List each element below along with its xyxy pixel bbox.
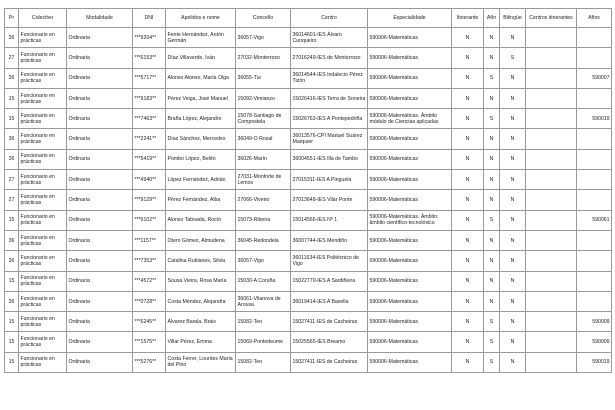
table-row xyxy=(5,28,612,48)
cell-bilingue: N xyxy=(500,149,526,169)
cell-especialidade: 590006-Matemáticas. Âmbito: âmbito científico-tecnolóxico xyxy=(368,210,452,230)
cell-modalidade: Ordinaria xyxy=(67,271,133,291)
cell-especialidade: 590006-Matemáticas xyxy=(368,291,452,311)
cell-modalidade: Ordinaria xyxy=(67,190,133,210)
table-row xyxy=(5,48,612,68)
cell-apelidos-nome: Pérez Fernández, Alba xyxy=(166,190,236,210)
cell-apelidos-nome: Villar Pérez, Emma xyxy=(166,332,236,352)
cell-concello: 15082-Teo xyxy=(236,352,291,372)
cell-itinerante: N xyxy=(452,251,484,271)
cell-apelidos-nome: Díaz Villaverde, Iván xyxy=(166,48,236,68)
table-header xyxy=(5,9,612,28)
cell-colectivo: Funcionario en prácticas xyxy=(19,109,67,129)
cell-concello: 36026-Marín xyxy=(236,149,291,169)
cell-afins xyxy=(577,271,612,291)
cell-pr: 27 xyxy=(5,190,19,210)
table-row xyxy=(5,129,612,149)
cell-itinerante: N xyxy=(452,291,484,311)
cell-concello: 15078-Santiago de Compostela xyxy=(236,109,291,129)
cell-dni: ***0728** xyxy=(133,291,166,311)
cell-centro: 15026416-IES Terra de Soneira xyxy=(291,88,368,108)
cell-centro: 36004551-IES Illa de Tambo xyxy=(291,149,368,169)
cell-dni: ***9102** xyxy=(133,210,166,230)
cell-centros-itinerantes xyxy=(526,251,577,271)
cell-modalidade: Ordinaria xyxy=(67,88,133,108)
cell-afins: 590061 xyxy=(577,210,612,230)
cell-pr: 36 xyxy=(5,291,19,311)
cell-concello: 15092-Vimianzo xyxy=(236,88,291,108)
cell-dni: ***5717** xyxy=(133,68,166,88)
cell-dni: ***1575** xyxy=(133,332,166,352)
cell-centros-itinerantes xyxy=(526,312,577,332)
cell-colectivo: Funcionario en prácticas xyxy=(19,149,67,169)
cell-concello: 27032-Monterroso xyxy=(236,48,291,68)
cell-afins: 590019 xyxy=(577,109,612,129)
cell-concello: 36061-Vilanova de Arousa xyxy=(236,291,291,311)
cell-bilingue: N xyxy=(500,88,526,108)
cell-colectivo: Funcionario en prácticas xyxy=(19,352,67,372)
cell-centro: 15026763-IES A Pontepedriña xyxy=(291,109,368,129)
cell-pr: 15 xyxy=(5,352,19,372)
cell-apelidos-nome: Alonso Alonso, María Olga xyxy=(166,68,236,88)
cell-colectivo: Funcionario en prácticas xyxy=(19,332,67,352)
cell-centro: 27013648-IES Vilar Ponte xyxy=(291,190,368,210)
cell-pr: 36 xyxy=(5,230,19,250)
cell-apelidos-nome: Otero Gómez, Almudena xyxy=(166,230,236,250)
table-body xyxy=(5,28,612,373)
header-dni: DNI xyxy=(133,9,166,28)
table-row xyxy=(5,68,612,88)
cell-afin: N xyxy=(484,129,500,149)
cell-especialidade: 590006-Matemáticas xyxy=(368,149,452,169)
cell-itinerante: N xyxy=(452,28,484,48)
cell-especialidade: 590006-Matemáticas xyxy=(368,332,452,352)
cell-modalidade: Ordinaria xyxy=(67,312,133,332)
cell-dni: ***7353** xyxy=(133,251,166,271)
cell-bilingue: N xyxy=(500,251,526,271)
cell-afin: N xyxy=(484,88,500,108)
cell-afin: N xyxy=(484,230,500,250)
cell-itinerante: N xyxy=(452,190,484,210)
cell-centro: 15022770-IES A Sardiñeira xyxy=(291,271,368,291)
cell-concello: 27066-Viveiro xyxy=(236,190,291,210)
cell-especialidade: 590006-Matemáticas xyxy=(368,28,452,48)
cell-dni: ***2241** xyxy=(133,129,166,149)
cell-itinerante: N xyxy=(452,352,484,372)
cell-centro: 27015311-IES A Pinguela xyxy=(291,170,368,190)
cell-pr: 15 xyxy=(5,312,19,332)
cell-itinerante: N xyxy=(452,109,484,129)
cell-colectivo: Funcionario en prácticas xyxy=(19,190,67,210)
cell-afins xyxy=(577,88,612,108)
cell-especialidade: 590006-Matemáticas xyxy=(368,352,452,372)
cell-pr: 15 xyxy=(5,88,19,108)
cell-afin: N xyxy=(484,48,500,68)
cell-centros-itinerantes xyxy=(526,190,577,210)
header-especialidade: Especialidade xyxy=(368,9,452,28)
cell-pr: 36 xyxy=(5,68,19,88)
cell-dni: ***6153** xyxy=(133,48,166,68)
header-modalidade: Modalidade xyxy=(67,9,133,28)
cell-dni: ***7463** xyxy=(133,109,166,129)
cell-colectivo: Funcionario en prácticas xyxy=(19,129,67,149)
cell-bilingue: N xyxy=(500,28,526,48)
cell-apelidos-nome: Catalina Rubianes, Silvia xyxy=(166,251,236,271)
cell-pr: 15 xyxy=(5,271,19,291)
cell-afin: N xyxy=(484,28,500,48)
cell-afin: N xyxy=(484,149,500,169)
cell-afin: S xyxy=(484,332,500,352)
cell-centros-itinerantes xyxy=(526,28,577,48)
table-row xyxy=(5,230,612,250)
header-centro: Centro xyxy=(291,9,368,28)
table-row xyxy=(5,210,612,230)
cell-centros-itinerantes xyxy=(526,352,577,372)
header-centros-itinerantes: Centros itinerantes xyxy=(526,9,577,28)
cell-bilingue: N xyxy=(500,109,526,129)
cell-especialidade: 590006-Matemáticas xyxy=(368,129,452,149)
cell-pr: 36 xyxy=(5,251,19,271)
cell-bilingue: N xyxy=(500,129,526,149)
cell-modalidade: Ordinaria xyxy=(67,109,133,129)
cell-centro: 36013576-CPI Manuel Suárez Marquier xyxy=(291,129,368,149)
cell-dni: ***5419** xyxy=(133,149,166,169)
cell-apelidos-nome: Pombo López, Belén xyxy=(166,149,236,169)
cell-pr: 15 xyxy=(5,109,19,129)
cell-apelidos-nome: Sousa Vieira, Rosa María xyxy=(166,271,236,291)
cell-itinerante: N xyxy=(452,68,484,88)
cell-pr: 15 xyxy=(5,210,19,230)
table-row xyxy=(5,352,612,372)
cell-especialidade: 590006-Matemáticas xyxy=(368,170,452,190)
cell-bilingue: N xyxy=(500,271,526,291)
cell-modalidade: Ordinaria xyxy=(67,210,133,230)
cell-colectivo: Funcionario en prácticas xyxy=(19,48,67,68)
cell-modalidade: Ordinaria xyxy=(67,48,133,68)
cell-modalidade: Ordinaria xyxy=(67,332,133,352)
table-row xyxy=(5,190,612,210)
cell-especialidade: 590006-Matemáticas xyxy=(368,251,452,271)
cell-concello: 36055-Tui xyxy=(236,68,291,88)
cell-especialidade: 590006-Matemáticas xyxy=(368,312,452,332)
cell-afins: 590009 xyxy=(577,332,612,352)
cell-colectivo: Funcionario en prácticas xyxy=(19,271,67,291)
cell-bilingue: N xyxy=(500,291,526,311)
cell-afin: N xyxy=(484,170,500,190)
cell-afin: S xyxy=(484,210,500,230)
cell-afins xyxy=(577,28,612,48)
cell-itinerante: N xyxy=(452,129,484,149)
cell-especialidade: 590006-Matemáticas xyxy=(368,48,452,68)
cell-afins xyxy=(577,190,612,210)
cell-apelidos-nome: Costa Ferrer, Lourdes María del Pino xyxy=(166,352,236,372)
cell-pr: 36 xyxy=(5,149,19,169)
assignments-table xyxy=(4,8,612,373)
cell-afins: 590009 xyxy=(577,312,612,332)
table-row xyxy=(5,109,612,129)
cell-colectivo: Funcionario en prácticas xyxy=(19,210,67,230)
cell-centro: 15025565-IES Breamo xyxy=(291,332,368,352)
cell-bilingue: N xyxy=(500,312,526,332)
cell-modalidade: Ordinaria xyxy=(67,170,133,190)
table-row xyxy=(5,88,612,108)
cell-centros-itinerantes xyxy=(526,149,577,169)
cell-centros-itinerantes xyxy=(526,170,577,190)
cell-afin: N xyxy=(484,291,500,311)
cell-afins xyxy=(577,230,612,250)
header-afins: Afíns xyxy=(577,9,612,28)
cell-modalidade: Ordinaria xyxy=(67,291,133,311)
cell-afin: N xyxy=(484,271,500,291)
cell-bilingue: S xyxy=(500,48,526,68)
cell-dni: ***6245** xyxy=(133,312,166,332)
header-colectivo: Colectivo xyxy=(19,9,67,28)
cell-concello: 36045-Redondela xyxy=(236,230,291,250)
cell-afins xyxy=(577,129,612,149)
cell-apelidos-nome: Pérez Veiga, José Manuel xyxy=(166,88,236,108)
cell-modalidade: Ordinaria xyxy=(67,251,133,271)
header-apelidos-nome: Apelidos e nome xyxy=(166,9,236,28)
cell-itinerante: N xyxy=(452,230,484,250)
cell-apelidos-nome: Díaz Sánchez, Mercedes xyxy=(166,129,236,149)
cell-centro: 36011634-IES Politécnico de Vigo xyxy=(291,251,368,271)
cell-centros-itinerantes xyxy=(526,129,577,149)
cell-dni: ***5276** xyxy=(133,352,166,372)
cell-itinerante: N xyxy=(452,88,484,108)
cell-modalidade: Ordinaria xyxy=(67,68,133,88)
cell-especialidade: 590006-Matemáticas. Âmbito módulo de Ciencias aplicadas xyxy=(368,109,452,129)
cell-centros-itinerantes xyxy=(526,48,577,68)
cell-centros-itinerantes xyxy=(526,109,577,129)
cell-especialidade: 590006-Matemáticas xyxy=(368,190,452,210)
cell-modalidade: Ordinaria xyxy=(67,230,133,250)
cell-bilingue: N xyxy=(500,68,526,88)
cell-afin: N xyxy=(484,251,500,271)
cell-afin: N xyxy=(484,190,500,210)
header-afin: Afín xyxy=(484,9,500,28)
cell-centros-itinerantes xyxy=(526,210,577,230)
cell-afin: S xyxy=(484,109,500,129)
table-row xyxy=(5,170,612,190)
cell-itinerante: N xyxy=(452,170,484,190)
cell-dni: ***9204** xyxy=(133,28,166,48)
header-bilingue: Bilingüe xyxy=(500,9,526,28)
cell-concello: 15069-Pontedeume xyxy=(236,332,291,352)
table-row xyxy=(5,271,612,291)
cell-bilingue: N xyxy=(500,352,526,372)
cell-colectivo: Funcionario en prácticas xyxy=(19,251,67,271)
cell-concello: 36049-O Rosal xyxy=(236,129,291,149)
cell-pr: 36 xyxy=(5,129,19,149)
cell-afins xyxy=(577,291,612,311)
table-row xyxy=(5,332,612,352)
header-concello: Concello xyxy=(236,9,291,28)
cell-centro: 36014544-IES Indalecio Pérez Tizón xyxy=(291,68,368,88)
cell-bilingue: N xyxy=(500,190,526,210)
cell-itinerante: N xyxy=(452,210,484,230)
cell-concello: 36057-Vigo xyxy=(236,28,291,48)
cell-colectivo: Funcionario en prácticas xyxy=(19,170,67,190)
table-row xyxy=(5,291,612,311)
cell-afins xyxy=(577,170,612,190)
cell-modalidade: Ordinaria xyxy=(67,352,133,372)
cell-centro: 15014566-IES Nº 1 xyxy=(291,210,368,230)
cell-itinerante: N xyxy=(452,332,484,352)
table-row xyxy=(5,149,612,169)
cell-afins xyxy=(577,251,612,271)
cell-especialidade: 590006-Matemáticas xyxy=(368,271,452,291)
cell-dni: ***9183** xyxy=(133,88,166,108)
cell-colectivo: Funcionario en prácticas xyxy=(19,312,67,332)
cell-concello: 15082-Teo xyxy=(236,312,291,332)
cell-especialidade: 590006-Matemáticas xyxy=(368,230,452,250)
cell-apelidos-nome: Braña López, Alejandro xyxy=(166,109,236,129)
cell-pr: 27 xyxy=(5,48,19,68)
cell-especialidade: 590006-Matemáticas xyxy=(368,68,452,88)
cell-afins xyxy=(577,149,612,169)
cell-apelidos-nome: Fente Hernández, Antón Germán xyxy=(166,28,236,48)
cell-colectivo: Funcionario en prácticas xyxy=(19,230,67,250)
cell-concello: 15030-A Coruña xyxy=(236,271,291,291)
cell-centros-itinerantes xyxy=(526,271,577,291)
cell-centro: 15027411-IES de Cacheiras xyxy=(291,352,368,372)
header-itinerante: Itinerante xyxy=(452,9,484,28)
cell-centro: 15027411-IES de Cacheiras xyxy=(291,312,368,332)
cell-especialidade: 590006-Matemáticas xyxy=(368,88,452,108)
cell-bilingue: N xyxy=(500,210,526,230)
cell-afin: S xyxy=(484,352,500,372)
cell-afin: S xyxy=(484,312,500,332)
cell-dni: ***4940** xyxy=(133,170,166,190)
cell-dni: ***4572** xyxy=(133,271,166,291)
header-pr: Pr xyxy=(5,9,19,28)
cell-apelidos-nome: Álvarez Barala, Brais xyxy=(166,312,236,332)
cell-itinerante: N xyxy=(452,48,484,68)
cell-concello: 27031-Monforte de Lemos xyxy=(236,170,291,190)
cell-modalidade: Ordinaria xyxy=(67,129,133,149)
cell-dni: ***1157** xyxy=(133,230,166,250)
cell-centro: 36007744-IES Mendiño xyxy=(291,230,368,250)
cell-pr: 15 xyxy=(5,332,19,352)
cell-afin: S xyxy=(484,68,500,88)
cell-bilingue: N xyxy=(500,170,526,190)
cell-centros-itinerantes xyxy=(526,68,577,88)
table-row xyxy=(5,312,612,332)
cell-centro: 36019414-IES A Basella xyxy=(291,291,368,311)
cell-dni: ***9129** xyxy=(133,190,166,210)
table-row xyxy=(5,251,612,271)
cell-colectivo: Funcionario en prácticas xyxy=(19,68,67,88)
cell-modalidade: Ordinaria xyxy=(67,28,133,48)
cell-pr: 27 xyxy=(5,170,19,190)
cell-pr: 36 xyxy=(5,28,19,48)
cell-colectivo: Funcionario en prácticas xyxy=(19,28,67,48)
cell-concello: 36057-Vigo xyxy=(236,251,291,271)
cell-itinerante: N xyxy=(452,271,484,291)
cell-centro: 27016249-IES de Monterroso xyxy=(291,48,368,68)
cell-bilingue: N xyxy=(500,230,526,250)
cell-concello: 15073-Ribeira xyxy=(236,210,291,230)
cell-afins: 590019 xyxy=(577,352,612,372)
cell-afins: 590007 xyxy=(577,68,612,88)
cell-apelidos-nome: Alonso Taboada, Rocío xyxy=(166,210,236,230)
cell-apelidos-nome: López Fernández, Adrián xyxy=(166,170,236,190)
cell-afins xyxy=(577,48,612,68)
header-row xyxy=(5,9,612,28)
cell-itinerante: N xyxy=(452,312,484,332)
cell-itinerante: N xyxy=(452,149,484,169)
cell-centros-itinerantes xyxy=(526,291,577,311)
cell-centro: 36014601-IES Álvaro Cunqueiro xyxy=(291,28,368,48)
cell-bilingue: N xyxy=(500,332,526,352)
cell-colectivo: Funcionario en prácticas xyxy=(19,291,67,311)
cell-colectivo: Funcionario en prácticas xyxy=(19,88,67,108)
cell-centros-itinerantes xyxy=(526,332,577,352)
cell-centros-itinerantes xyxy=(526,88,577,108)
cell-centros-itinerantes xyxy=(526,230,577,250)
cell-apelidos-nome: Costa Méndez, Alejandra xyxy=(166,291,236,311)
cell-modalidade: Ordinaria xyxy=(67,149,133,169)
